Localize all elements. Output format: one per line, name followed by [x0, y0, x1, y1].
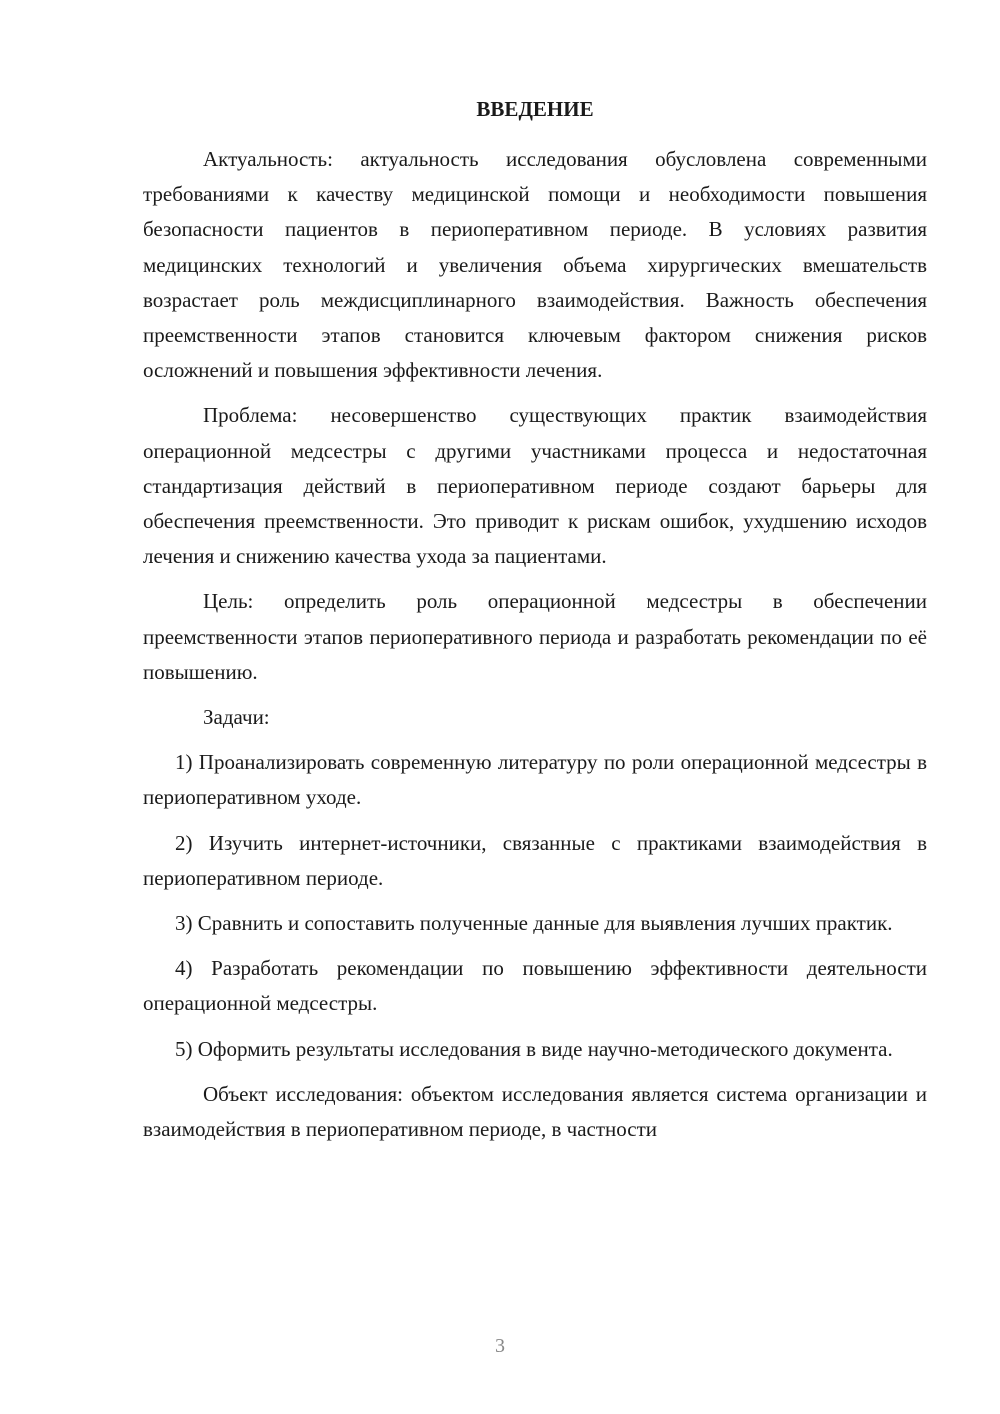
paragraph-goal: Цель: определить роль операционной медсестры в обеспечении преемственности этапов периоперативного периода и разработать рекомендации по её повышению.	[143, 589, 927, 684]
paragraph-problem: Проблема: несовершенство существующих практик взаимодействия операционной медсестры с другими участниками процесса и недостаточная стандартизация действий в периоперативном периоде создают барьеры для обеспечения преемственности. Это приводит к рискам ошибок, ухудшению исходов лечения и снижению качества ухода за пациентами.	[143, 403, 927, 569]
page-number: 3	[495, 1335, 505, 1357]
task-item: 1) Проанализировать современную литературу по роли операционной медсестры в периоперативном уходе.	[143, 750, 927, 810]
page-content	[143, 92, 927, 1147]
task-item: 3) Сравнить и сопоставить полученные данные для выявления лучших практик.	[175, 911, 893, 936]
task-item: 5) Оформить результаты исследования в виде научно-методического документа.	[175, 1036, 893, 1061]
task-item: 2) Изучить интернет-источники, связанные с практиками взаимодействия в периоперативном периоде.	[143, 830, 927, 890]
paragraph-object: Объект исследования: объектом исследования является система организации и взаимодействия в периоперативном периоде, в частности	[143, 1081, 927, 1142]
tasks-list	[143, 745, 927, 1067]
section-heading: ВВЕДЕНИЕ	[476, 97, 594, 121]
tasks-label: Задачи:	[203, 705, 270, 730]
paragraph-relevance: Актуальность: актуальность исследования обусловлена современными требованиями к качеству медицинской помощи и необходимости повышения безопасности пациентов в периоперативном периоде. В условиях развития медицинских технологий и увеличения объема хирургических вмешательств возрастает роль междисциплинарного взаимодействия. Важность обеспечения преемственности этапов становится ключевым фактором снижения рисков осложнений и повышения эффективности лечения.	[143, 147, 927, 383]
task-item: 4) Разработать рекомендации по повышению эффективности деятельности операционной медсестры.	[143, 956, 927, 1016]
